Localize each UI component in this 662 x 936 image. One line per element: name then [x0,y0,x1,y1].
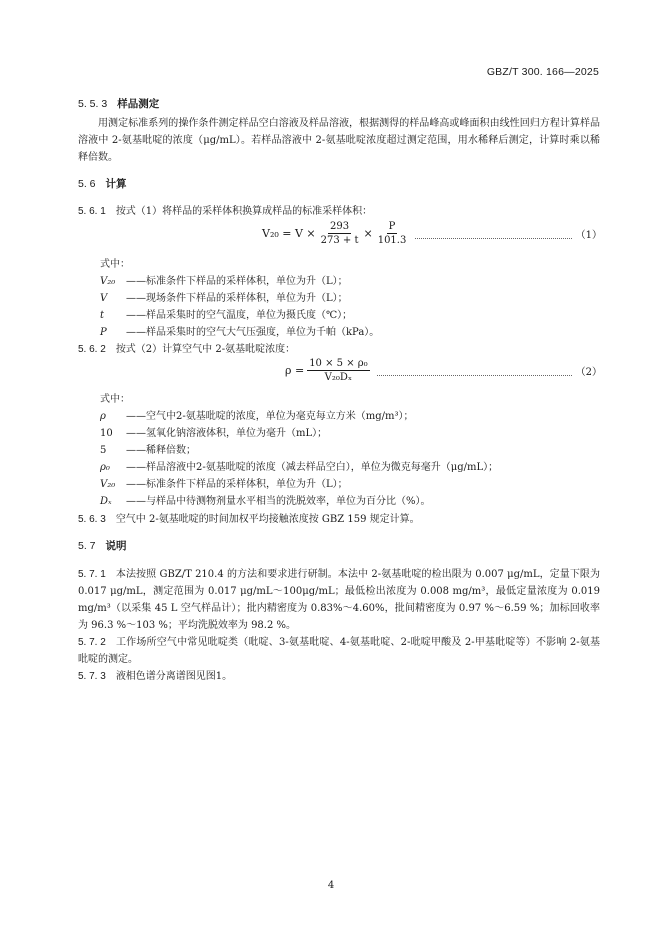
section-5-7-2 [78,634,600,668]
section-number: 5. 7. 2 [78,637,106,648]
section-5-6-heading [78,176,600,193]
equation-number: （2） [575,367,602,378]
fraction-numerator: 293 [330,221,350,232]
section-number: 5. 6 [78,178,96,190]
section-5-5-3-text: 用测定标准系列的操作条件测定样品空白溶液及样品溶液，根据测得的样品峰高或峰面积由线性回归方程计算样品溶液中 2-氨基吡啶的浓度（μg/mL）。若样品溶液中 2-氨基吡啶浓度超过测定范围，用水稀释后测定，计算时乘以稀释倍数。 [78,118,600,163]
definition-row [100,307,379,324]
section-text: 本法按照 GBZ/T 210.4 的方法和要求进行研制。本法中 2-氨基吡啶的检出限为 0.007 μg/mL，定量下限为 0.017 μg/mL，测定范围为 0.017 μg/mL～100μg/mL；最低检出浓度为 0.008 mg/m³，最低定量浓度为 0.019 mg/m³（以采集 45 L 空气样品计）；批内精密度为 0.83%～4.60%，批间精密度为 0.97 %～6.59 %；加标回收率为 96.3 %～103 %；平均洗脱效率为 98.2 %。 [78,569,600,631]
definition-row [100,459,498,476]
definition-text: ——空气中2-氨基吡啶的浓度，单位为毫克每立方米（mg/m³）； [126,411,414,422]
definition-row [100,476,498,493]
definition-text: ——标准条件下样品的采样体积，单位为升（L）； [126,276,348,287]
leader-dots [377,374,572,376]
definition-text: ——氢氧化钠溶液体积，单位为毫升（mL）； [126,428,328,439]
section-text: 按式（2）计算空气中 2-氨基吡啶浓度： [115,344,296,355]
section-text: 液相色谱分离谱图见图1。 [115,671,233,682]
formula-1-times: × [363,227,373,240]
standard-code: GBZ/T 300. 166—2025 [486,66,599,78]
definition-text: ——样品采集时的空气温度，单位为摄氏度（℃）； [126,310,353,321]
definition-symbol: t [100,310,105,321]
section-number: 5. 7. 1 [78,569,106,580]
formula-2-fraction [307,358,369,383]
definition-row [100,290,379,307]
section-5-7-heading [78,538,600,555]
section-number: 5. 7 [78,540,96,552]
definition-symbol: P [100,327,107,338]
section-title: 说明 [105,540,127,552]
definition-row [100,273,379,290]
definition-text: ——标准条件下样品的采样体积，单位为升（L）； [126,479,348,490]
definition-row [100,442,498,459]
section-text: 按式（1）将样品的采样体积换算成样品的标准采样体积： [115,206,373,217]
definition-symbol: 10 [100,428,113,439]
definition-symbol: Dₓ [100,496,112,507]
section-number: 5. 5. 3 [78,98,108,110]
definition-symbol: 5 [100,445,107,456]
section-number: 5. 6. 1 [78,206,106,217]
formula-1-definitions [100,256,379,341]
page-number: 4 [327,880,335,891]
definition-text: ——与样品中待测物剂量水平相当的洗脱效率，单位为百分比（%）。 [126,496,431,507]
section-number: 5. 7. 3 [78,671,106,682]
definition-text: ——稀释倍数； [126,445,196,456]
formula-2-definitions [100,391,498,510]
formula-2-lhs: ρ = [285,364,305,377]
fraction-denominator: V₂₀Dₓ [324,372,353,383]
section-number: 5. 6. 3 [78,514,106,525]
definition-row [100,425,498,442]
formula-2-math [285,358,373,383]
formula-1-math [262,221,411,246]
fraction-denominator: 101.3 [377,235,407,246]
section-text: 工作场所空气中常见吡啶类（吡啶、3-氨基吡啶、4-氨基吡啶、2-吡啶甲酸及 2-甲基吡啶等）不影响 2-氨基吡啶的测定。 [78,637,600,665]
section-number: 5. 6. 2 [78,344,106,355]
section-title: 计算 [105,178,127,190]
definition-text: ——现场条件下样品的采样体积，单位为升（L）； [126,293,348,304]
definition-row [100,493,498,510]
definition-text: ——样品溶液中2-氨基吡啶的浓度（减去样品空白），单位为微克每毫升（μg/mL）； [126,462,499,473]
section-5-6-1 [78,203,600,220]
definition-row [100,408,498,425]
definition-symbol: V₂₀ [100,479,116,490]
definition-symbol: ρ₀ [100,462,110,473]
formula-1-fraction-1 [319,221,361,246]
equation-number: （1） [575,230,602,241]
section-text: 空气中 2-氨基吡啶的时间加权平均接触浓度按 GBZ 159 规定计算。 [115,514,420,525]
where-label: 式中： [100,259,130,270]
where-label: 式中： [100,394,130,405]
formula-1-fraction-2 [376,221,409,246]
section-5-6-3 [78,511,600,528]
formula-1 [262,221,602,246]
fraction-numerator: 10 × 5 × ρ₀ [309,358,368,369]
formula-1-lhs: V₂₀ = V × [262,227,316,240]
fraction-numerator: P [388,221,396,232]
section-5-7-1 [78,566,600,634]
definition-text: ——样品采集时的空气大气压强度，单位为千帕（kPa）。 [126,327,380,338]
section-title: 样品测定 [117,98,160,110]
fraction-denominator: 273 + t [320,235,359,246]
leader-dots [415,237,571,239]
definition-symbol: ρ [100,411,106,422]
section-5-7-3 [78,668,600,685]
definition-row [100,324,379,341]
formula-2 [285,358,602,383]
section-5-6-2 [78,341,600,358]
definition-symbol: V [100,293,108,304]
definition-symbol: V₂₀ [100,276,116,287]
section-5-5-3-heading [78,96,600,113]
